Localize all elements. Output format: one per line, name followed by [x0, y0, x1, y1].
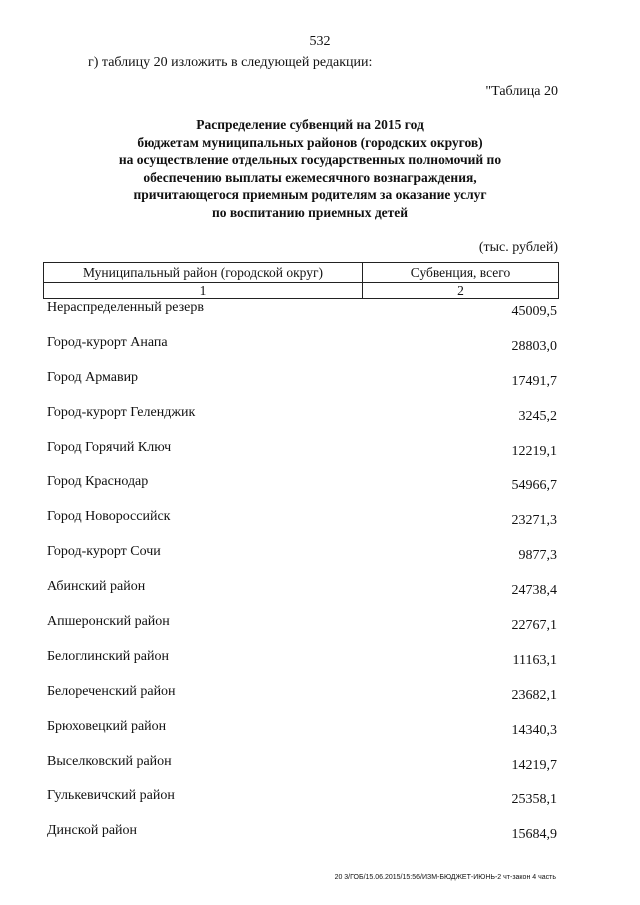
column-number-1: 1: [44, 283, 363, 299]
table-row: [47, 823, 557, 858]
district-name: Абинский район: [47, 579, 146, 595]
column-header-district: Муниципальный район (городской округ): [44, 263, 363, 283]
district-name: Город-курорт Анапа: [47, 334, 168, 350]
subvention-value: 25358,1: [511, 792, 557, 808]
district-name: Город-курорт Геленджик: [47, 404, 196, 420]
subvention-value: 54966,7: [511, 478, 557, 494]
district-name: Апшеронский район: [47, 614, 170, 630]
subvention-value: 22767,1: [511, 618, 557, 634]
table-row: [47, 649, 557, 684]
table-row: [47, 614, 557, 649]
column-number-2: 2: [363, 283, 559, 299]
table-row: [47, 509, 557, 544]
table-body: [47, 300, 557, 858]
column-header-subvention: Субвенция, всего: [363, 263, 559, 283]
subvention-value: 17491,7: [511, 373, 557, 389]
table-row: [47, 440, 557, 475]
subvention-value: 12219,1: [511, 443, 557, 459]
title-line: Распределение субвенций на 2015 год: [196, 117, 424, 132]
table-row: [47, 719, 557, 754]
table-row: [47, 788, 557, 823]
intro-text: г) таблицу 20 изложить в следующей редакции:: [88, 55, 373, 70]
table-row: [47, 405, 557, 440]
table-row: [47, 370, 557, 405]
table-row: [47, 684, 557, 719]
title-line: причитающегося приемным родителям за оказание услуг: [133, 187, 487, 202]
table-row: [47, 754, 557, 789]
district-name: Динской район: [47, 823, 138, 839]
table-header: [43, 262, 559, 299]
district-name: Брюховецкий район: [47, 718, 167, 734]
district-name: Город Армавир: [47, 369, 139, 385]
document-title: [60, 116, 560, 221]
table-row: [47, 474, 557, 509]
subvention-value: 15684,9: [511, 827, 557, 843]
district-name: Белоглинский район: [47, 648, 169, 664]
subvention-value: 28803,0: [511, 338, 557, 354]
district-name: Гулькевичский район: [47, 788, 175, 804]
title-line: по воспитанию приемных детей: [211, 204, 409, 220]
units-label: (тыс. рублей): [478, 240, 558, 255]
district-name: Город Горячий Ключ: [47, 439, 172, 455]
page-number: 532: [309, 34, 331, 49]
subvention-value: 23271,3: [511, 513, 557, 529]
table-label: "Таблица 20: [485, 84, 558, 99]
subvention-value: 14340,3: [511, 722, 557, 738]
title-line: бюджетам муниципальных районов (городских округов): [137, 134, 483, 150]
subvention-value: 24738,4: [511, 583, 557, 599]
district-name: Город-курорт Сочи: [47, 544, 161, 560]
subvention-value: 9877,3: [518, 548, 557, 564]
subvention-value: 23682,1: [511, 687, 557, 703]
title-line: на осуществление отдельных государственных полномочий по: [118, 152, 502, 167]
district-name: Белореченский район: [47, 683, 176, 699]
district-name: Город Краснодар: [47, 474, 149, 490]
table-row: [47, 300, 557, 335]
table-row: [47, 579, 557, 614]
subvention-value: 11163,1: [512, 652, 557, 668]
subvention-value: 3245,2: [518, 408, 557, 424]
document-footer: 20 3/ГОБ/15.06.2015/15:56/ИЗМ-БЮДЖЕТ-ИЮНЬ-2 чт-закон 4 часть: [334, 874, 556, 881]
table-row: [47, 335, 557, 370]
title-line: обеспечению выплаты ежемесячного вознаграждения,: [143, 169, 477, 185]
table-row: [47, 544, 557, 579]
subvention-value: 14219,7: [511, 757, 557, 773]
district-name: Город Новороссийск: [47, 509, 171, 525]
district-name: Нераспределенный резерв: [47, 300, 204, 315]
subvention-value: 45009,5: [511, 304, 557, 319]
district-name: Выселковский район: [47, 753, 172, 769]
